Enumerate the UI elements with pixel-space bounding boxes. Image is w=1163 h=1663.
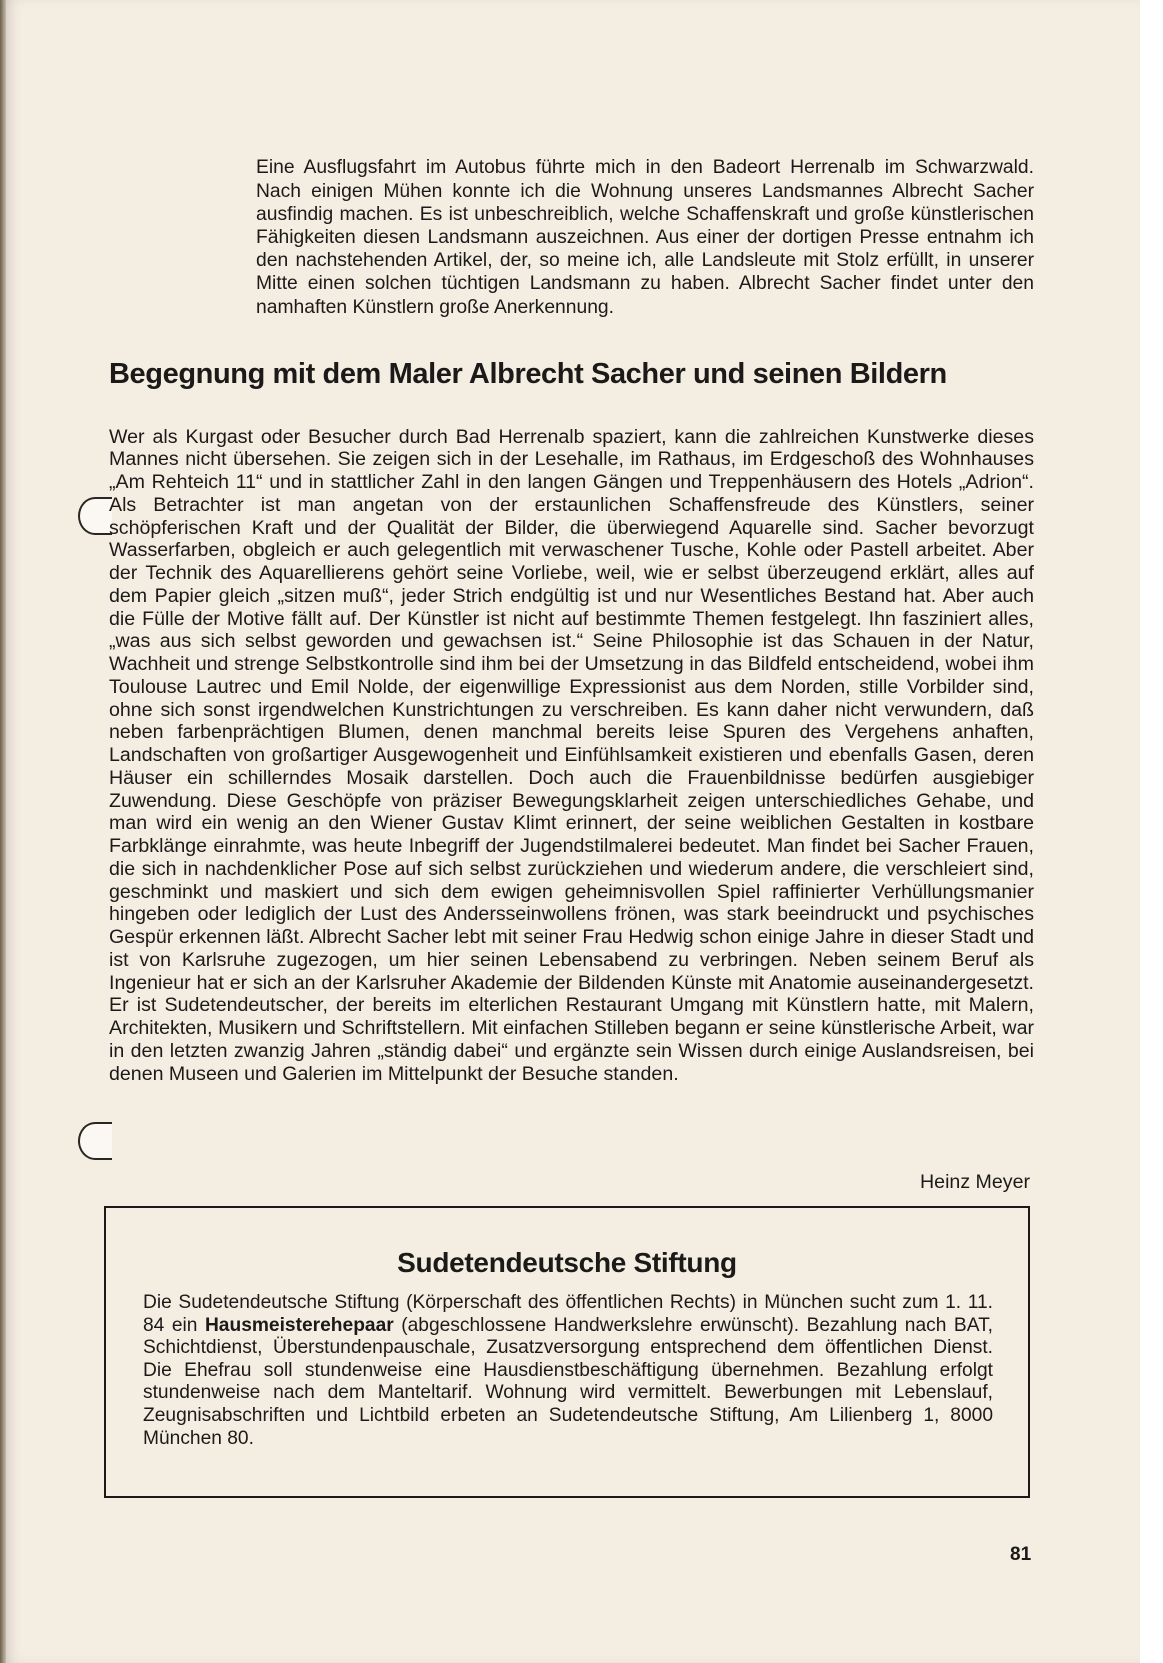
page-number: 81 [1010,1544,1032,1565]
notice-text [143,1292,993,1450]
notice-title: Sudetendeutsche Stiftung [397,1247,737,1278]
notice-text-end: (abgeschlossene Handwerkslehre erwünscht). Bezahlung nach BAT, Schichtdienst, Überstundenpauschale, Zusatzversorgung entsprechend dem öffentlichen Dienst. Die Ehefrau soll stundenweise eine Hausdienstbeschäftigung übernehmen. Bezahlung erfolgt stundenweise nach dem Manteltarif. Wohnung wird vermittelt. Bewerbungen mit Lebenslauf, Zeugnisabschriften und Lichtbild erbeten an Sudetendeutsche Stiftung, Am Lilienberg 1, 8000 München 80. [143,1314,994,1449]
notice-highlight: Hausmeisterehepaar [204,1314,394,1336]
punch-hole [78,497,112,535]
punch-hole [78,1122,112,1160]
article-headline: Begegnung mit dem Maler Albrecht Sacher und seinen Bildern [109,358,947,390]
binding-edge [0,0,6,1663]
article-body: Wer als Kurgast oder Besucher durch Bad Herrenalb spaziert, kann die zahlreichen Kunstwerke dieses Mannes nicht übersehen. Sie zeigen sich in der Lesehalle, im Rathaus, im Erdgeschoß des Wohnhauses „Am Rehteich 11“ und in stattlicher Zahl in den langen Gängen und Treppenhäusern des Hotels „Adrion“. Als Betrachter ist man angetan von der erstaunlichen Schaffensfreude des Künstlers, seiner schöpferischen Kraft und der Qualität der Bilder, die überwiegend Aquarelle sind. Sacher bevorzugt Wasserfarben, obgleich er auch gelegentlich mit verwaschener Tusche, Kohle oder Pastell arbeitet. Aber der Technik des Aquarellierens gehört seine Vorliebe, weil, wie er selbst überzeugend erklärt, alles auf dem Papier gleich „sitzen muß“, jeder Strich endgültig ist und nur Wesentliches Bestand hat. Aber auch die Fülle der Motive fällt auf. Der Künstler ist nicht auf bestimmte Themen festgelegt. Ihn fasziniert alles, „was aus sich selbst geworden und gewachsen ist.“ Seine Philosophie ist das Schauen in der Natur, Wachheit und strenge Selbstkontrolle sind ihm bei der Umsetzung in das Bildfeld entscheidend, wobei ihm Toulouse Lautrec und Emil Nolde, der eigenwillige Expressionist aus dem Norden, stille Vorbilder sind, ohne sich sonst irgendwelchen Kunstrichtungen zu verschreiben. Es kann daher nicht verwundern, daß neben farbenprächtigen Blumen, denen manchmal bereits leise Spuren des Vergehens anhaften, Landschaften von großartiger Ausgewogenheit und Einfühlsamkeit existieren und ebenfalls Gasen, deren Häuser ein schillerndes Mosaik darstellen. Doch auch die Frauenbildnisse bedürfen ausgiebiger Zuwendung. Diese Geschöpfe von präziser Bewegungsklarheit zeigen unterschiedliches Gehabe, und man wird ein wenig an den Wiener Gustav Klimt erinnert, der seine weiblichen Gestalten in kostbare Farbklänge einrahmte, was heute Inbegriff der Jugendstilmalerei bedeutet. Man findet bei Sacher Frauen, die sich in nachdenklicher Pose auf sich selbst zurückziehen und wiederum andere, die verschleiert sind, geschminkt und maskiert und sich dem ewigen geheimnisvollen Spiel raffinierter Verhüllungsmanier hingeben oder lediglich der Lust des Andersseinwollens frönen, was stark beeindruckt und psychisches Gespür erkennen läßt. Albrecht Sacher lebt mit seiner Frau Hedwig schon einige Jahre in dieser Stadt und ist von Karlsruhe zugezogen, um hier seinen Lebensabend zu verbringen. Neben seinem Beruf als Ingenieur hat er sich an der Karlsruher Akademie der Bildenden Künste mit Anatomie auseinandergesetzt. Er ist Sudetendeutscher, der bereits im elterlichen Restaurant Umgang mit Künstlern hatte, mit Malern, Architekten, Musikern und Schriftstellern. Mit einfachen Stilleben begann er seine künstlerische Arbeit, war in den letzten zwanzig Jahren „ständig dabei“ und ergänzte sein Wissen durch einige Auslandsreisen, bei denen Museen und Galerien im Mittelpunkt der Besuche standen. [109,425,1034,1085]
notice-box [104,1206,1030,1498]
article-author: Heinz Meyer [920,1171,1030,1193]
intro-paragraph: Eine Ausflugsfahrt im Autobus führte mich in den Badeort Herrenalb im Schwarzwald. Nach einigen Mühen konnte ich die Wohnung unseres Landsmannes Albrecht Sacher ausfindig machen. Es ist unbeschreiblich, welche Schaffenskraft und große künstlerischen Fähigkeiten diesen Landsmann auszeichnen. Aus einer der dortigen Presse entnahm ich den nachstehenden Artikel, der, so meine ich, alle Landsleute mit Stolz erfüllt, in unserer Mitte einen solchen tüchtigen Landsmann zu haben. Albrecht Sacher findet unter den namhaften Künstlern große Anerkennung. [256,157,1034,318]
notice-text-start: Die Sudetendeutsche Stiftung (Körperschaft des öffentlichen Rechts) in München sucht zum 1. 11. 84 ein [143,1292,993,1336]
